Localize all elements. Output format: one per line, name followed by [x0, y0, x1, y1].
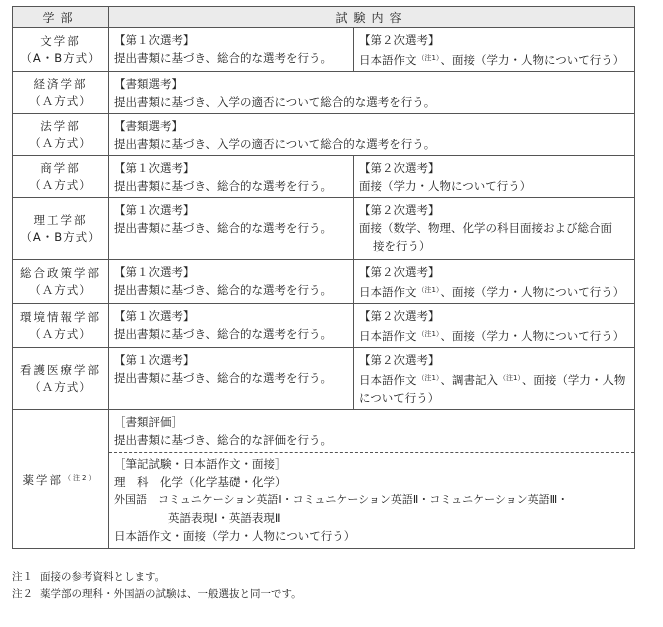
doc-evaluation-title: ［書類評価］	[114, 415, 183, 429]
faculty-cell	[13, 72, 109, 114]
first-stage-title: 【第１次選考】	[114, 203, 195, 217]
faculty-name: 文学部	[40, 33, 81, 48]
doc-evaluation-text: 提出書類に基づき、総合的な評価を行う。	[114, 433, 333, 447]
faculty-cell	[13, 28, 109, 72]
footnote: 注２ 薬学部の理科・外国語の試験は、一般選抜と同一です。	[12, 588, 302, 600]
second-stage-title: 【第２次選考】	[359, 203, 440, 217]
faculty-name: 理工学部	[33, 212, 88, 227]
doc-screening-text: 提出書類に基づき、入学の適否について総合的な選考を行う。	[114, 137, 436, 151]
first-stage-text: 提出書類に基づき、総合的な選考を行う。	[114, 221, 333, 235]
faculty-name: 環境情報学部	[20, 309, 101, 324]
second-stage-text: 日本語作文$^{(注1)}$、面接（学力・人物について行う）	[359, 285, 625, 299]
written-exam-title: ［筆記試験・日本語作文・面接］	[114, 457, 287, 471]
faculty-method: （A・B方式）	[20, 50, 101, 65]
faculty-cell	[13, 198, 109, 260]
second-stage-title: 【第２次選考】	[359, 353, 440, 367]
faculty-cell	[13, 156, 109, 198]
faculty-cell	[13, 304, 109, 348]
header-faculty: 学部	[13, 7, 109, 28]
faculty-name: 総合政策学部	[20, 265, 101, 280]
note-ref: （注1）	[417, 286, 440, 294]
note-ref: （注1）	[417, 330, 440, 338]
second-stage-text-cont: について行う）	[359, 391, 440, 405]
faculty-cell	[13, 410, 109, 549]
first-stage-title: 【第１次選考】	[114, 161, 195, 175]
second-stage-text: 日本語作文$^{(注1)}$、面接（学力・人物について行う）	[359, 53, 625, 67]
faculty-cell	[13, 348, 109, 410]
science-subject: 理 科 化学（化学基礎・化学）	[114, 475, 287, 489]
first-stage-title: 【第１次選考】	[114, 33, 195, 47]
first-stage-title: 【第１次選考】	[114, 309, 195, 323]
faculty-method: （Ａ方式）	[29, 379, 92, 394]
footnote: 注１ 面接の参考資料とします。	[12, 571, 166, 583]
second-stage-title: 【第２次選考】	[359, 309, 440, 323]
first-stage-title: 【第１次選考】	[114, 353, 195, 367]
faculty-method: （Ａ方式）	[29, 282, 92, 297]
first-stage-text: 提出書類に基づき、総合的な選考を行う。	[114, 51, 333, 65]
essay-interview: 日本語作文・面接（学力・人物について行う）	[114, 529, 356, 543]
second-stage-title: 【第２次選考】	[359, 161, 440, 175]
note-ref: （注2）	[64, 473, 98, 482]
second-stage-title: 【第２次選考】	[359, 33, 440, 47]
faculty-method: （Ａ方式）	[29, 135, 92, 150]
faculty-name: 商学部	[40, 160, 81, 175]
first-stage-text: 提出書類に基づき、総合的な選考を行う。	[114, 283, 333, 297]
faculty-method: （A・B方式）	[20, 229, 101, 244]
faculty-method: （Ａ方式）	[29, 326, 92, 341]
note-ref: （注1）	[417, 374, 440, 382]
note-ref: （注1）	[417, 54, 440, 62]
exam-content-table	[12, 6, 635, 549]
second-stage-text: 面接（数学、物理、化学の科目面接および総合面	[359, 221, 612, 235]
first-stage-text: 提出書類に基づき、総合的な選考を行う。	[114, 327, 333, 341]
faculty-method: （Ａ方式）	[29, 93, 92, 108]
footnotes	[12, 569, 302, 603]
faculty-name: 法学部	[40, 118, 81, 133]
doc-screening-title: 【書類選考】	[114, 119, 183, 133]
second-stage-text: 日本語作文$^{(注1)}$、面接（学力・人物について行う）	[359, 329, 625, 343]
first-stage-text: 提出書類に基づき、総合的な選考を行う。	[114, 371, 333, 385]
second-stage-text: 日本語作文$^{(注1)}$、調書記入$^{(注1)}$、面接（学力・人物	[359, 373, 626, 387]
faculty-cell	[13, 114, 109, 156]
first-stage-text: 提出書類に基づき、総合的な選考を行う。	[114, 179, 333, 193]
second-stage-text-cont: 接を行う）	[373, 239, 431, 253]
language-subject: 外国語 コミュニケーション英語Ⅰ・コミュニケーション英語Ⅱ・コミュニケーション英語Ⅲ・	[114, 493, 569, 506]
faculty-name: 経済学部	[33, 76, 88, 91]
language-subject-cont: 英語表現Ⅰ・英語表現Ⅱ	[168, 511, 281, 525]
second-stage-text: 面接（学力・人物について行う）	[359, 179, 532, 193]
note-ref: （注1）	[498, 374, 521, 382]
doc-screening-text: 提出書類に基づき、入学の適否について総合的な選考を行う。	[114, 95, 436, 109]
header-content: 試験内容	[109, 7, 635, 28]
faculty-method: （Ａ方式）	[29, 177, 92, 192]
faculty-name: 看護医療学部	[20, 362, 101, 377]
second-stage-title: 【第２次選考】	[359, 265, 440, 279]
doc-screening-title: 【書類選考】	[114, 77, 183, 91]
faculty-cell	[13, 260, 109, 304]
first-stage-title: 【第１次選考】	[114, 265, 195, 279]
faculty-name: 薬学部	[22, 472, 64, 487]
